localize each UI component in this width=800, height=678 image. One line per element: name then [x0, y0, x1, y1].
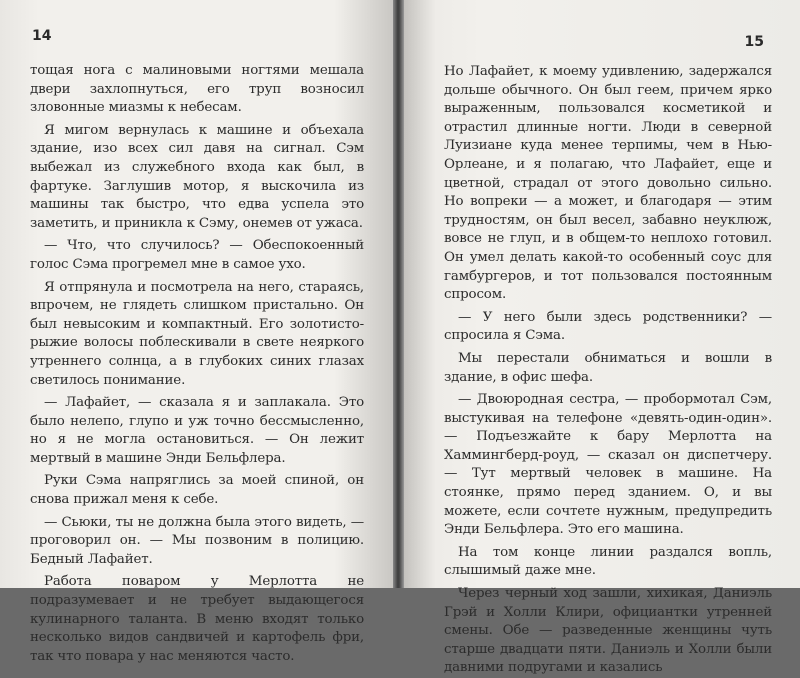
paragraph: Я мигом вернулась к машине и объехала здание, изо всех сил давя на сигнал. Сэм выбежал из служебного входа как был, в фартуке. Заглушив мотор, я выскочила из машины так быстро, что едва успела это заметить, и приникла к Сэму, онемев от ужаса.: [30, 122, 364, 231]
paragraph: Но Лафайет, к моему удивлению, задержался дольше обычного. Он был геем, причем ярко выраженным, пользовался косметикой и отрастил длинные ногти. Люди в северной Луизиане куда менее терпимы, чем в Нью-Орлеане, и я полагаю, что Лафайет, еще и цветной, страдал от этого довольно сильно. Но вопреки — а может, и благодаря — этим трудностям, он был весел, забавно неуклюж, вовсе не глуп, и в общем-то неплохо готовил. Он умел делать какой-то особенный соус для гамбургеров, и тот пользовался постоянным спросом.: [444, 64, 772, 303]
book-gutter: [393, 0, 404, 588]
right-page: [404, 0, 800, 676]
right-page-text: [444, 63, 772, 678]
left-page: [0, 0, 393, 664]
paragraph: — Двоюродная сестра, — пробормотал Сэм, выстукивая на телефоне «девять-один-один». — Подъезжайте к бару Мерлотта на Хаммингберд-роуд, — сказал он диспетчеру. — Тут мертвый человек в машине. На стоянке, прямо перед зданием. О, и вы можете, если сочтете нужным, предупредить Энди Бельфлера. Это его машина.: [444, 392, 772, 538]
paragraph: Я отпрянула и посмотрела на него, стараясь, впрочем, не глядеть слишком пристально. Он был невысоким и компактный. Его золотисто-рыжие волосы поблескивали в свете неяркого утреннего солнца, а в глубоких синих глазах светилось понимание.: [30, 279, 364, 388]
paragraph: Работа поваром у Мерлотта не подразумевает и не требует выдающегося кулинарного таланта. В меню входят только несколько видов сандвичей и картофель фри, так что повара у нас меняются часто.: [30, 574, 364, 664]
left-page-text: [30, 62, 364, 666]
paragraph: — Лафайет, — сказала я и заплакала. Это было нелепо, глупо и уж точно бессмысленно, но я не могла остановиться. — Он лежит мертвый в машине Энди Бельфлера.: [30, 395, 364, 466]
page-number-left: 14: [32, 28, 52, 44]
paragraph: Через черный ход зашли, хихикая, Даниэль Грэй и Холли Клири, официантки утренней смены. Обе — разведенные женщины чуть старше двадцати пяти. Даниэль и Холли были давними подругами и казались: [444, 586, 772, 676]
paragraph: Мы перестали обниматься и вошли в здание, в офис шефа.: [444, 350, 772, 385]
paragraph: — Сьюки, ты не должна была этого видеть, — проговорил он. — Мы позвоним в полицию. Бедный Лафайет.: [30, 514, 364, 567]
paragraph: — Что, что случилось? — Обеспокоенный голос Сэма прогремел мне в самое ухо.: [30, 238, 364, 272]
page-number-right: 15: [744, 34, 764, 50]
paragraph: Руки Сэма напряглись за моей спиной, он снова прижал меня к себе.: [30, 473, 364, 508]
paragraph: На том конце линии раздался вопль, слышимый даже мне.: [444, 544, 772, 579]
paragraph: тощая нога с малиновыми ногтями мешала двери захлопнуться, его труп возносил зловонные миазмы к небесам.: [30, 63, 364, 116]
paragraph: — У него были здесь родственники? — спросила я Сэма.: [444, 309, 772, 344]
